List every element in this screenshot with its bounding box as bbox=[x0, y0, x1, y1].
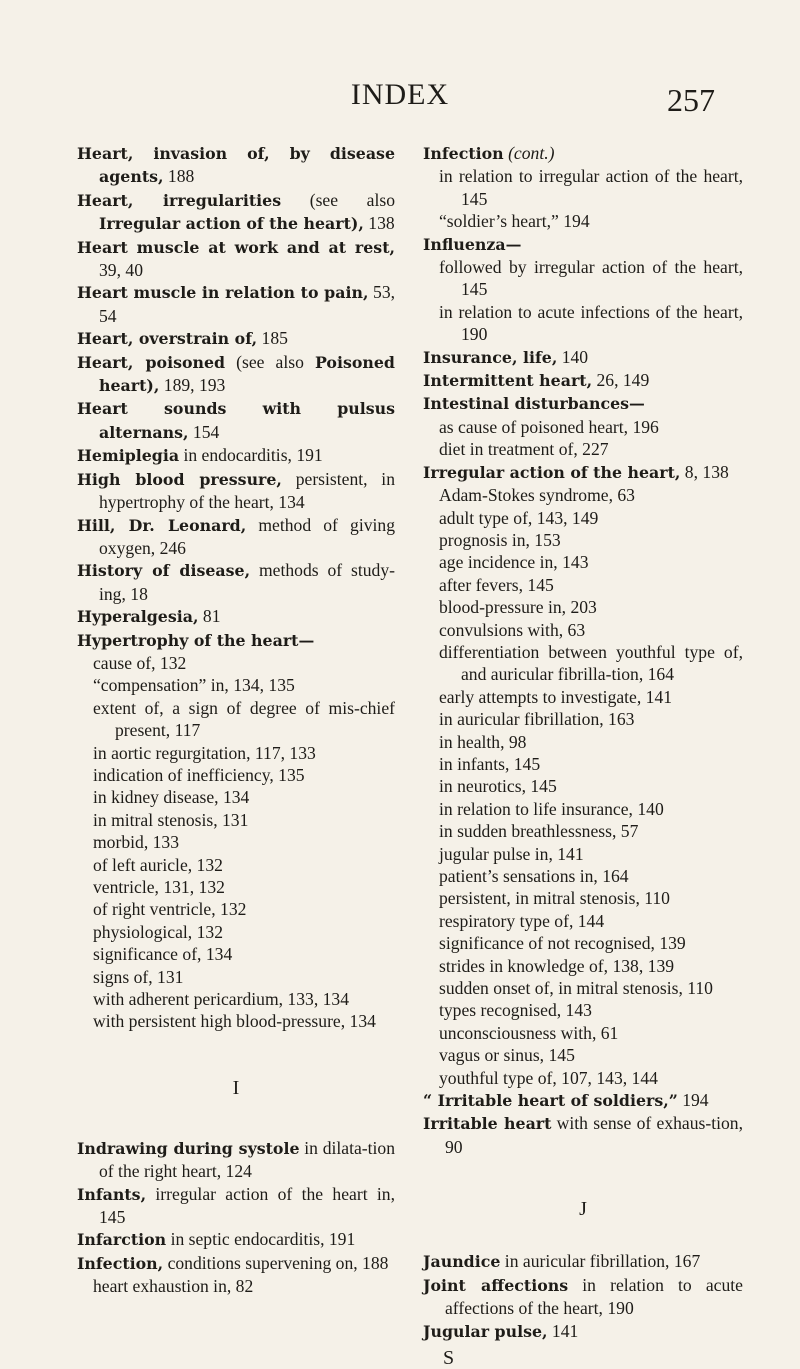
infection-subentries bbox=[77, 1275, 395, 1297]
index-entry bbox=[423, 392, 743, 415]
entry-head: Intermittent heart, bbox=[423, 371, 593, 391]
index-entry bbox=[77, 397, 395, 444]
index-subentry: after fevers, 145 bbox=[439, 574, 554, 595]
entry-text: 53, 54 bbox=[99, 282, 396, 326]
entries-irritable bbox=[423, 1089, 743, 1158]
index-entry bbox=[423, 346, 743, 369]
entry-text: in dilata-tion of the right heart, 124 bbox=[99, 1137, 396, 1182]
entry-text: 8, 138 bbox=[680, 461, 729, 482]
index-subentry: “compensation” in, 134, 135 bbox=[93, 675, 295, 696]
continued-note: (cont.) bbox=[508, 143, 555, 163]
entry-text: persistent, in hypertrophy of the heart, 134 bbox=[99, 468, 395, 513]
index-entry bbox=[77, 1137, 395, 1183]
entry-text: (see also bbox=[281, 189, 396, 210]
index-subentry: convulsions with, 63 bbox=[439, 619, 586, 640]
entry-head: Influenza— bbox=[423, 234, 522, 254]
index-subentry: of left auricle, 132 bbox=[93, 854, 223, 875]
index-entry bbox=[77, 605, 395, 628]
index-subentry: in relation to life insurance, 140 bbox=[439, 798, 664, 819]
entry-text: 188 bbox=[163, 166, 195, 187]
infection-cont-subentries bbox=[423, 165, 743, 232]
entries-j bbox=[423, 1250, 743, 1343]
index-subentry: in relation to irregular action of the heart, 145 bbox=[439, 166, 743, 209]
entry-head: Irritable heart bbox=[423, 1114, 552, 1134]
index-subentry: diet in treatment of, 227 bbox=[439, 439, 609, 460]
index-subentry: with persistent high blood-pressure, 134 bbox=[93, 1011, 376, 1032]
entry-head: Heart, invasion of, by disease agents, bbox=[77, 144, 395, 187]
index-subentry: types recognised, 143 bbox=[439, 1000, 592, 1021]
entry-text: (see also bbox=[225, 351, 315, 372]
index-entry bbox=[423, 369, 743, 392]
entry-text: methods of study-ing, 18 bbox=[99, 560, 395, 604]
index-subentry: adult type of, 143, 149 bbox=[439, 507, 599, 528]
entry-head: Infection, bbox=[77, 1253, 164, 1273]
section-letter-i: I bbox=[232, 1076, 240, 1099]
index-subentry: cause of, 132 bbox=[93, 652, 187, 673]
index-subentry: extent of, a sign of degree of mis-chief present, 117 bbox=[93, 697, 395, 741]
index-entry bbox=[423, 1274, 743, 1320]
entry-text: method of giving oxygen, 246 bbox=[99, 514, 395, 558]
index-subentry: respiratory type of, 144 bbox=[439, 910, 605, 931]
index-entry bbox=[77, 351, 395, 398]
index-entry bbox=[423, 1089, 743, 1112]
entry-head: History of disease, bbox=[77, 561, 251, 581]
entry-head: Heart muscle in relation to pain, bbox=[77, 283, 369, 303]
entries-i bbox=[77, 1137, 395, 1275]
index-subentry: patient’s sensations in, 164 bbox=[439, 866, 629, 886]
entry-head: Hyperalgesia, bbox=[77, 607, 199, 627]
entry-head: Joint affections bbox=[423, 1275, 569, 1295]
index-entry bbox=[77, 444, 395, 467]
entry-text: 194 bbox=[677, 1090, 709, 1111]
index-entry bbox=[77, 327, 395, 350]
index-subentry: prognosis in, 153 bbox=[439, 529, 561, 550]
index-subentry: significance of, 134 bbox=[93, 944, 233, 965]
index-entry bbox=[423, 1250, 743, 1273]
index-subentry: differentiation between youthful type of, and auricular fibrilla-tion, 164 bbox=[439, 641, 743, 685]
right-column bbox=[423, 142, 743, 1369]
index-subentry: sudden onset of, in mitral stenosis, 110 bbox=[439, 978, 713, 999]
influenza-subentries bbox=[423, 256, 743, 346]
index-entry bbox=[77, 514, 395, 560]
index-subentry: youthful type of, 107, 143, 144 bbox=[439, 1067, 658, 1088]
index-subentry: “soldier’s heart,” 194 bbox=[439, 211, 590, 232]
entry-head: Irregular action of the heart, bbox=[423, 462, 681, 482]
entry-head: Infants, bbox=[77, 1184, 147, 1204]
page-header bbox=[0, 78, 800, 126]
entry-text: with sense of exhaus-tion, 90 bbox=[445, 1113, 743, 1157]
entry-head: Hypertrophy of the heart— bbox=[77, 630, 315, 650]
index-entry bbox=[423, 142, 743, 165]
index-subentry: signs of, 131 bbox=[93, 966, 184, 987]
index-subentry: physiological, 132 bbox=[93, 921, 223, 942]
entry-text: in septic endocarditis, 191 bbox=[166, 1229, 356, 1250]
index-entry bbox=[77, 236, 395, 282]
entry-text: in relation to acute affections of the heart, 190 bbox=[445, 1274, 743, 1319]
entry-head: Infarction bbox=[77, 1230, 167, 1250]
signature-mark: S bbox=[443, 1346, 455, 1369]
index-entry bbox=[423, 1320, 743, 1343]
entry-text: 185 bbox=[257, 328, 288, 349]
entry-head: Insurance, life, bbox=[423, 347, 558, 367]
index-subentry: morbid, 133 bbox=[93, 832, 180, 853]
entry-head: Poisoned heart), bbox=[99, 352, 395, 396]
index-entry bbox=[77, 629, 395, 652]
entry-text: 140 bbox=[557, 346, 589, 367]
entries-mid bbox=[423, 346, 743, 416]
intestinal-subentries bbox=[423, 416, 743, 461]
index-entry bbox=[77, 1252, 395, 1275]
index-entry bbox=[77, 281, 395, 327]
index-entry bbox=[77, 468, 395, 514]
entry-text: 189, 193 bbox=[159, 375, 226, 396]
entry-text: in auricular fibrillation, 167 bbox=[500, 1251, 701, 1272]
irregular-subentries bbox=[423, 484, 743, 1089]
entry-text: 154 bbox=[188, 421, 220, 442]
index-subentry: in infants, 145 bbox=[439, 753, 541, 774]
index-entry bbox=[423, 233, 743, 256]
index-entry bbox=[423, 461, 743, 484]
entry-head: Jugular pulse, bbox=[423, 1321, 548, 1341]
index-subentry: in relation to acute infections of the heart, 190 bbox=[439, 301, 743, 345]
entry-head: Heart muscle at work and at rest, bbox=[77, 237, 395, 257]
hypertrophy-subentries bbox=[77, 652, 395, 1033]
index-subentry: in kidney disease, 134 bbox=[93, 787, 250, 808]
index-entry bbox=[77, 189, 395, 236]
entry-head: Indrawing during systole bbox=[77, 1138, 300, 1158]
index-subentry: in auricular fibrillation, 163 bbox=[439, 709, 635, 730]
entry-head: Intestinal disturbances— bbox=[423, 394, 645, 414]
index-subentry: in sudden breathlessness, 57 bbox=[439, 821, 639, 842]
index-subentry: blood-pressure in, 203 bbox=[439, 597, 597, 618]
entry-text: 26, 149 bbox=[592, 370, 650, 391]
index-subentry: with adherent pericardium, 133, 134 bbox=[93, 989, 350, 1010]
entry-text: irregular action of the heart in, 145 bbox=[99, 1183, 395, 1228]
entry-head: Jaundice bbox=[423, 1252, 501, 1272]
index-subentry: vagus or sinus, 145 bbox=[439, 1045, 575, 1066]
entry-head: Hill, Dr. Leonard, bbox=[77, 515, 247, 535]
index-subentry: heart exhaustion in, 82 bbox=[93, 1276, 254, 1297]
entry-text: 141 bbox=[547, 1320, 579, 1341]
index-entry bbox=[77, 1228, 395, 1251]
entry-head: High blood pressure, bbox=[77, 469, 282, 489]
index-subentry: persistent, in mitral stenosis, 110 bbox=[439, 888, 670, 909]
index-subentry: as cause of poisoned heart, 196 bbox=[439, 416, 659, 437]
entry-head: Heart, poisoned bbox=[77, 352, 226, 372]
index-entry bbox=[77, 142, 395, 189]
entry-head: Heart, irregularities bbox=[77, 190, 282, 210]
index-subentry: Adam-Stokes syndrome, 63 bbox=[439, 485, 635, 506]
page-number: 257 bbox=[667, 82, 715, 118]
entry-text: 39, 40 bbox=[99, 260, 143, 281]
index-entry bbox=[77, 1183, 395, 1229]
index-subentry: indication of inefficiency, 135 bbox=[93, 764, 305, 785]
index-subentry: in health, 98 bbox=[439, 731, 527, 752]
index-subentry: age incidence in, 143 bbox=[439, 552, 589, 573]
index-subentry: in aortic regurgitation, 117, 133 bbox=[93, 742, 316, 763]
index-subentry: jugular pulse in, 141 bbox=[439, 843, 584, 864]
left-column bbox=[77, 142, 395, 1298]
entry-head: Irregular action of the heart), bbox=[99, 214, 364, 234]
entry-head: Infection bbox=[423, 144, 504, 163]
index-subentry: ventricle, 131, 132 bbox=[93, 877, 225, 897]
index-subentry: significance of not recognised, 139 bbox=[439, 933, 686, 954]
index-subentry: unconsciousness with, 61 bbox=[439, 1022, 619, 1043]
index-subentry: in neurotics, 145 bbox=[439, 776, 557, 797]
index-subentry: early attempts to investigate, 141 bbox=[439, 686, 673, 707]
entry-text: 81 bbox=[198, 606, 221, 627]
index-entry bbox=[77, 559, 395, 605]
entry-text: in endocarditis, 191 bbox=[179, 445, 323, 466]
index-subentry: of right ventricle, 132 bbox=[93, 899, 247, 920]
index-subentry: in mitral stenosis, 131 bbox=[93, 809, 249, 830]
section-letter-j: J bbox=[579, 1198, 587, 1221]
entry-head: Heart sounds with pulsus alternans, bbox=[77, 399, 395, 442]
index-subentry: strides in knowledge of, 138, 139 bbox=[439, 955, 675, 976]
index-subentry: followed by irregular action of the heart, 145 bbox=[439, 257, 743, 300]
index-entry bbox=[423, 1112, 743, 1158]
entries-h bbox=[77, 142, 395, 652]
entry-text: conditions supervening on, 188 bbox=[163, 1252, 389, 1273]
entry-text: 138 bbox=[363, 213, 395, 234]
entry-head: “ Irritable heart of soldiers,” bbox=[423, 1091, 678, 1111]
entry-head: Heart, overstrain of, bbox=[77, 329, 258, 349]
entry-head: Hemiplegia bbox=[77, 446, 180, 466]
page-title: INDEX bbox=[350, 78, 450, 111]
